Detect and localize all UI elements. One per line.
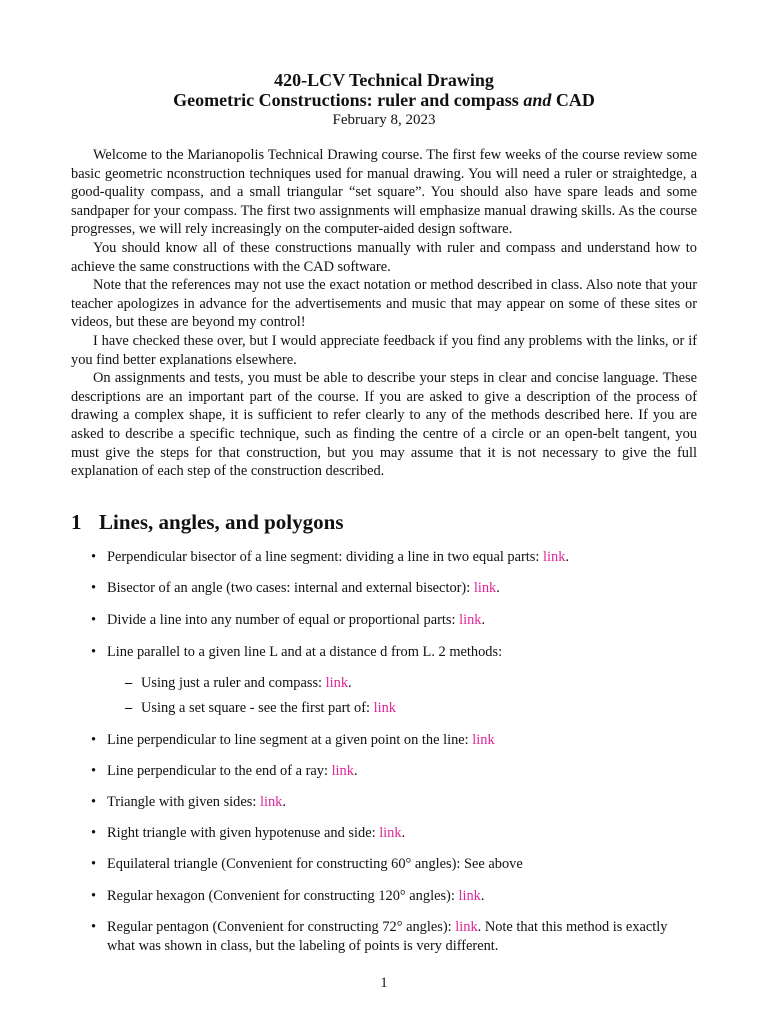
- subtitle-text: Geometric Constructions: ruler and compass: [173, 90, 524, 110]
- bullet-icon: •: [91, 888, 97, 904]
- list-item: [91, 887, 697, 906]
- item-text: Bisector of an angle (two cases: internal and external bisector):: [107, 580, 474, 596]
- bullet-icon: •: [91, 794, 97, 810]
- bullet-icon: •: [91, 825, 97, 841]
- bullet-icon: •: [91, 732, 97, 748]
- list-item: [91, 579, 697, 598]
- item-text: Regular hexagon (Convenient for constructing 120° angles):: [107, 888, 459, 904]
- item-text-end: .: [481, 612, 486, 628]
- bullet-icon: •: [91, 919, 97, 935]
- reference-link[interactable]: link: [331, 763, 354, 779]
- reference-link[interactable]: link: [473, 580, 497, 596]
- list-item: [91, 855, 697, 874]
- item-text: Perpendicular bisector of a line segment: dividing a line in two equal parts:: [107, 549, 543, 565]
- item-text-end: .: [353, 763, 358, 779]
- document-date: February 8, 2023: [332, 112, 436, 128]
- reference-link[interactable]: link: [373, 700, 396, 716]
- item-text: Equilateral triangle (Convenient for constructing 60° angles): See above: [107, 856, 523, 872]
- dash-icon: –: [125, 700, 133, 716]
- item-text-end: . Note that this method is exactly what was shown in class, but the labeling of points is very different.: [107, 919, 668, 954]
- dash-icon: –: [125, 675, 133, 691]
- reference-link[interactable]: link: [459, 612, 482, 628]
- bullet-icon: •: [91, 644, 97, 660]
- reference-link[interactable]: link: [325, 675, 349, 691]
- list-item: [91, 611, 697, 630]
- list-item: [91, 824, 697, 843]
- intro-paragraph: I have checked these over, but I would appreciate feedback if you find any problems with the links, or if you find better explanations elsewhere.: [71, 332, 697, 368]
- item-text-end: .: [565, 549, 569, 565]
- intro-text: [71, 146, 697, 481]
- section-heading: [71, 509, 344, 535]
- item-text: Line parallel to a given line L and at a distance d from L. 2 methods:: [107, 644, 503, 660]
- reference-link[interactable]: link: [259, 794, 283, 810]
- list-item: [91, 731, 697, 750]
- course-title: 420-LCV Technical Drawing: [274, 70, 494, 90]
- reference-link[interactable]: link: [455, 919, 478, 935]
- bullet-icon: •: [91, 580, 97, 596]
- item-text: Line perpendicular to line segment at a given point on the line:: [107, 732, 473, 748]
- sub-list-item: [125, 674, 685, 693]
- list-item: [91, 762, 697, 781]
- item-text: Triangle with given sides:: [107, 794, 260, 810]
- bullet-icon: •: [91, 612, 97, 628]
- item-text-end: .: [282, 794, 286, 810]
- item-text-end: .: [496, 580, 500, 596]
- intro-paragraph: Welcome to the Marianopolis Technical Drawing course. The first few weeks of the course review some basic geometric nconstruction techniques used for manual drawing. You will need a ruler or straightedge, a good-quality compass, and a small triangular “set square”. You should also have spare leads and some sandpaper for your compass. The first two assignments will emphasize manual drawing skills. As the course progresses, we will rely increasingly on the computer-aided design software.: [71, 147, 697, 238]
- bullet-icon: •: [91, 856, 97, 872]
- list-item: [91, 643, 697, 662]
- item-text: Line perpendicular to the end of a ray:: [107, 763, 332, 779]
- reference-link[interactable]: link: [458, 888, 481, 904]
- reference-link[interactable]: link: [379, 825, 402, 841]
- bullet-icon: •: [91, 549, 97, 565]
- item-text: Using just a ruler and compass:: [141, 675, 326, 691]
- list-item: [91, 793, 697, 812]
- list-item: [91, 918, 697, 955]
- bullet-icon: •: [91, 763, 97, 779]
- intro-paragraph: On assignments and tests, you must be able to describe your steps in clear and concise language. These descriptions are an important part of the course. If you are asked to give a description of the process of drawing a complex shape, it is sufficient to refer clearly to any of the methods described here. If you are asked to describe a specific technique, such as finding the centre of a circle or an open-belt tangent, you must give the steps for that construction, but you may assume that it is not necessary to give the full explanation of each step of the construction described.: [71, 370, 697, 480]
- subtitle-cad: CAD: [551, 90, 595, 110]
- intro-paragraph: Note that the references may not use the exact notation or method described in class. Also note that your teacher apologizes in advance for the advertisements and music that may appear on some of these sites or videos, but these are beyond my control!: [71, 277, 697, 331]
- sub-list-item: [125, 699, 685, 718]
- subtitle-and: and: [523, 90, 552, 110]
- section-title: Lines, angles, and polygons: [99, 510, 344, 534]
- reference-link[interactable]: link: [472, 732, 495, 748]
- item-text-end: .: [480, 888, 485, 904]
- page-number: 1: [380, 975, 388, 991]
- item-text-end: .: [401, 825, 406, 841]
- list-item: [91, 548, 697, 567]
- intro-paragraph: You should know all of these constructions manually with ruler and compass and understand how to achieve the same constructions with the CAD software.: [71, 239, 697, 275]
- item-text: Regular pentagon (Convenient for constructing 72° angles):: [107, 919, 456, 935]
- item-text: Using a set square - see the first part of:: [141, 700, 374, 716]
- item-text: Divide a line into any number of equal or proportional parts:: [107, 612, 460, 628]
- document-subtitle: [0, 90, 768, 110]
- section-number: 1: [71, 510, 82, 534]
- item-text: Right triangle with given hypotenuse and side:: [107, 825, 380, 841]
- item-text-end: .: [348, 675, 352, 691]
- reference-link[interactable]: link: [543, 549, 566, 565]
